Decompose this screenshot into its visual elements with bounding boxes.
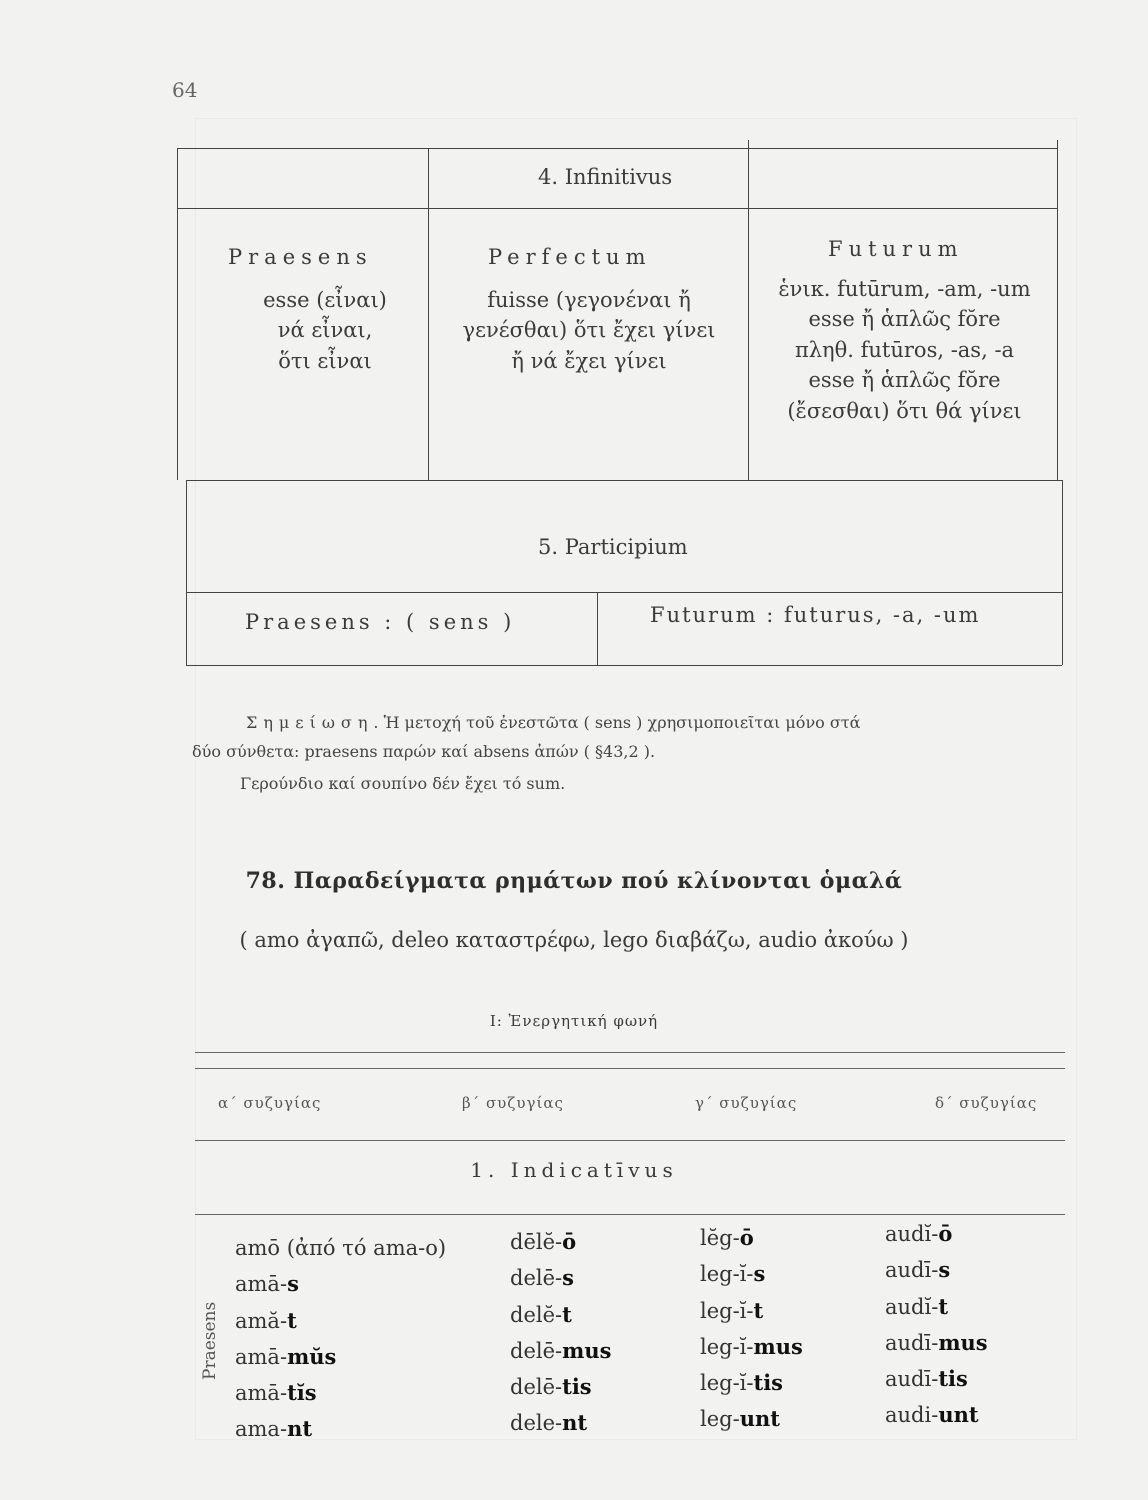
verb-form bbox=[235, 1303, 446, 1339]
verb-form bbox=[885, 1289, 988, 1325]
verb-stem: ama- bbox=[235, 1417, 288, 1442]
verb-ending: ō bbox=[739, 1225, 754, 1250]
verb-stem: audī- bbox=[885, 1330, 939, 1355]
verb-stem: leg-ĭ- bbox=[700, 1298, 754, 1323]
verb-form bbox=[885, 1397, 988, 1433]
futurum-line: πληθ. futūros, -as, -a bbox=[794, 337, 1015, 362]
verb-ending: mŭs bbox=[287, 1343, 337, 1369]
example-verbs: ( amo ἀγαπῶ, deleo καταστρέφω, lego διαβάζω, audio ἀκούω ) bbox=[239, 928, 909, 952]
verb-form bbox=[510, 1333, 611, 1369]
verb-ending: s bbox=[562, 1265, 574, 1291]
conjugation-column-2 bbox=[510, 1224, 611, 1442]
verb-ending: tis bbox=[938, 1366, 968, 1392]
table-border-right bbox=[1057, 140, 1058, 480]
verb-form bbox=[235, 1339, 446, 1375]
perfectum-line: fuisse (γεγονέναι ἤ bbox=[487, 288, 691, 312]
verb-ending: tis bbox=[753, 1370, 784, 1396]
participium-praesens: Praesens : ( sens ) bbox=[245, 610, 516, 634]
verb-form bbox=[700, 1256, 803, 1292]
verb-stem: amō (ἀπό τό ama-o) bbox=[235, 1236, 447, 1260]
verb-ending: nt bbox=[287, 1416, 313, 1442]
verb-ending: mus bbox=[938, 1329, 988, 1355]
perfectum-heading: Perfectum bbox=[488, 245, 652, 269]
verb-stem: audĭ- bbox=[885, 1294, 939, 1319]
verb-ending: s bbox=[753, 1261, 766, 1287]
rule-line bbox=[195, 1214, 1065, 1215]
verb-stem: delĕ- bbox=[510, 1302, 563, 1327]
verb-stem: leg-ĭ- bbox=[700, 1262, 754, 1287]
note-line-3: Γερούνδιο καί σουπίνο δέν ἔχει τό sum. bbox=[240, 774, 566, 793]
note-line-2: δύο σύνθετα: praesens παρών καί absens ἀπών ( §43,2 ). bbox=[192, 742, 656, 761]
verb-stem: amă- bbox=[235, 1308, 288, 1333]
conjugation-3: γ΄ συζυγίας bbox=[695, 1094, 798, 1112]
participium-futurum: Futurum : futurus, -a, -um bbox=[650, 603, 981, 627]
praesens-line: νά εἶναι, bbox=[277, 318, 373, 343]
verb-form bbox=[885, 1252, 988, 1288]
praesens-heading: Praesens bbox=[228, 245, 373, 269]
infinitivus-title: 4. Infinitivus bbox=[538, 165, 673, 189]
note-label: Σημείωση bbox=[246, 713, 374, 732]
verb-stem: delē- bbox=[510, 1338, 563, 1363]
perfectum-line: ἤ νά ἔχει γίνει bbox=[511, 348, 667, 373]
verb-stem: audĭ- bbox=[885, 1222, 939, 1246]
page-number: 64 bbox=[172, 78, 198, 102]
voice-label: Ι: Ἐνεργητική φωνή bbox=[489, 1012, 659, 1030]
verb-form bbox=[510, 1369, 611, 1405]
note-text: . Ἡ μετοχή τοῦ ἐνεστῶτα ( sens ) χρησιμοποιεῖται μόνο στά bbox=[373, 713, 861, 732]
praesens-line: ὅτι εἶναι bbox=[278, 348, 372, 373]
verb-form bbox=[510, 1260, 611, 1296]
verb-ending: nt bbox=[562, 1410, 588, 1436]
praesens-line: esse (εἶναι) bbox=[263, 288, 387, 312]
note-line-1 bbox=[246, 713, 860, 732]
futurum-heading: Futurum bbox=[828, 237, 964, 261]
perfectum-line: γενέσθαι) ὅτι ἔχει γίνει bbox=[462, 318, 716, 343]
verb-stem: amā- bbox=[235, 1272, 288, 1297]
verb-form bbox=[700, 1293, 803, 1329]
verb-ending: tis bbox=[562, 1374, 592, 1400]
verb-form bbox=[700, 1329, 803, 1365]
verb-stem: audī- bbox=[885, 1258, 939, 1283]
verb-ending: s bbox=[938, 1257, 951, 1283]
column-divider bbox=[597, 592, 598, 665]
table-divider bbox=[186, 592, 1062, 593]
verb-ending: ō bbox=[562, 1229, 577, 1254]
verb-ending: t bbox=[938, 1293, 949, 1319]
verb-stem: amā- bbox=[235, 1381, 288, 1406]
verb-form bbox=[700, 1401, 803, 1437]
verb-stem: amā- bbox=[235, 1344, 288, 1369]
verb-ending: ō bbox=[938, 1221, 953, 1246]
verb-ending: unt bbox=[938, 1402, 979, 1428]
verb-stem: leg-ĭ- bbox=[700, 1371, 754, 1396]
conjugation-4: δ΄ συζυγίας bbox=[935, 1094, 1038, 1112]
verb-ending: s bbox=[287, 1271, 299, 1297]
conjugation-column-3 bbox=[700, 1220, 803, 1438]
verb-ending: mus bbox=[753, 1333, 803, 1359]
conjugation-1: α΄ συζυγίας bbox=[218, 1094, 322, 1112]
verb-stem: leg-ĭ- bbox=[700, 1334, 754, 1359]
verb-form bbox=[700, 1220, 803, 1256]
table-border-left bbox=[186, 480, 187, 665]
verb-ending: t bbox=[562, 1301, 572, 1327]
table-divider bbox=[186, 480, 1062, 481]
verb-ending: t bbox=[753, 1297, 764, 1323]
table-border-top bbox=[177, 148, 1057, 149]
verb-form bbox=[510, 1224, 611, 1260]
verb-stem: audī- bbox=[885, 1367, 939, 1392]
verb-form bbox=[510, 1405, 611, 1441]
verb-stem: delē- bbox=[510, 1375, 563, 1400]
rule-line bbox=[195, 1068, 1065, 1069]
conjugation-column-4 bbox=[885, 1216, 988, 1434]
verb-stem: dēlĕ- bbox=[510, 1230, 563, 1254]
mood-heading: 1. Indicatīvus bbox=[470, 1158, 678, 1182]
conjugation-2: β΄ συζυγίας bbox=[462, 1094, 564, 1112]
verb-stem: delē- bbox=[510, 1266, 563, 1291]
tense-label-vertical: Praesens bbox=[200, 1301, 220, 1380]
verb-form bbox=[235, 1411, 446, 1447]
rule-line bbox=[195, 1052, 1065, 1053]
table-border-left bbox=[177, 148, 178, 480]
perfectum-infinitive bbox=[430, 285, 748, 376]
verb-ending: tĭs bbox=[287, 1380, 317, 1406]
table-border-bottom bbox=[186, 665, 1062, 666]
verb-stem: lĕg- bbox=[700, 1226, 740, 1250]
column-divider bbox=[428, 148, 429, 480]
verb-form bbox=[885, 1216, 988, 1252]
column-divider bbox=[748, 140, 749, 480]
verb-ending: t bbox=[287, 1307, 297, 1333]
verb-stem: audi- bbox=[885, 1403, 939, 1428]
futurum-line: (ἔσεσθαι) ὅτι θά γίνει bbox=[787, 398, 1022, 423]
futurum-line: esse ἤ ἁπλῶς fŏre bbox=[808, 307, 1001, 332]
rule-line bbox=[195, 1140, 1065, 1141]
table-border-right bbox=[1062, 480, 1063, 665]
futurum-line: ἑνικ. futūrum, -am, -um bbox=[778, 277, 1031, 301]
section-heading: 78. Παραδείγματα ρημάτων πού κλίνονται ὁμαλά bbox=[245, 868, 903, 894]
verb-form bbox=[885, 1361, 988, 1397]
verb-form bbox=[235, 1375, 446, 1411]
futurum-infinitive bbox=[752, 274, 1057, 426]
table-divider bbox=[177, 208, 1057, 209]
praesens-infinitive bbox=[240, 285, 410, 376]
verb-form bbox=[885, 1325, 988, 1361]
verb-form bbox=[235, 1230, 446, 1266]
verb-ending: unt bbox=[739, 1406, 780, 1432]
verb-stem: leg- bbox=[700, 1407, 740, 1432]
verb-form bbox=[700, 1365, 803, 1401]
verb-stem: dele- bbox=[510, 1411, 563, 1436]
verb-form bbox=[235, 1266, 446, 1302]
conjugation-column-1 bbox=[235, 1230, 446, 1448]
futurum-line: esse ἤ ἁπλῶς fŏre bbox=[808, 368, 1001, 393]
participium-title: 5. Participium bbox=[538, 535, 688, 559]
verb-ending: mus bbox=[562, 1337, 612, 1363]
verb-form bbox=[510, 1297, 611, 1333]
